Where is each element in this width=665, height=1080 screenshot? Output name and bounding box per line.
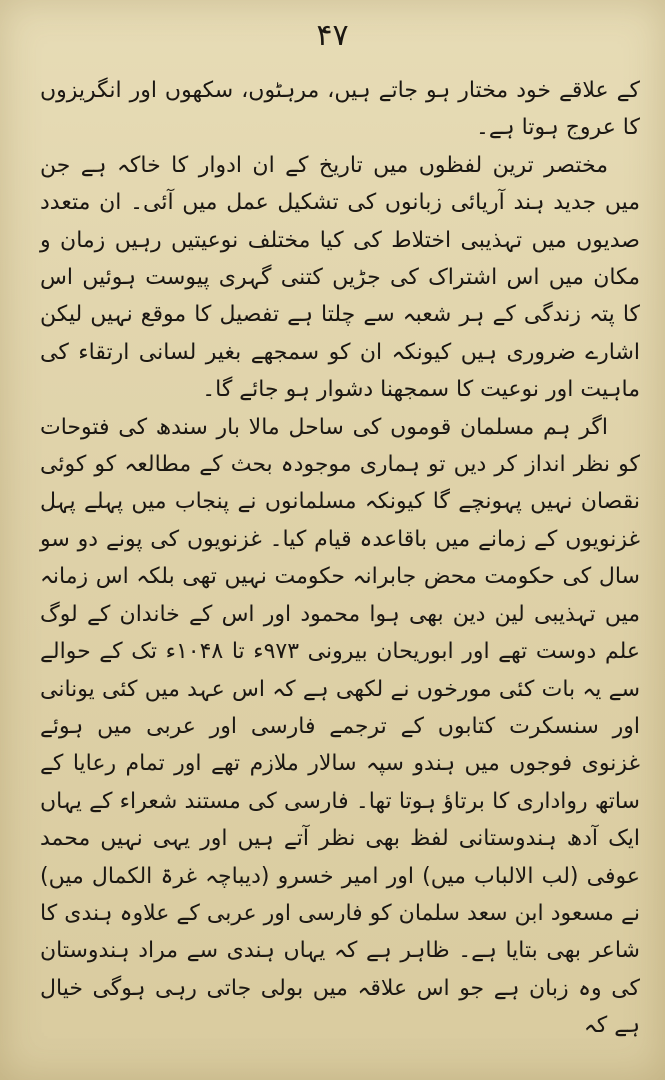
- body-text: [40, 72, 640, 1045]
- paragraph-1: کے علاقے خود مختار ہو جاتے ہیں، مرہٹوں، سکھوں اور انگریزوں کا عروج ہوتا ہے۔: [40, 78, 640, 141]
- page-number: ۴۷: [316, 18, 349, 53]
- paragraph-2: مختصر ترین لفظوں میں تاریخ کے ان ادوار کا خاکہ ہے جن میں جدید ہند آریائی زبانوں کی تشکیل عمل میں آئی۔ ان متعدد صدیوں میں تہذیبی اختلاط کی کیا مختلف نوعیتیں رہیں زمان و مکان میں اس اشتراک کی جڑیں کتنی گہری پیوست ہوئیں اس کا پتہ زندگی کے ہر شعبہ سے چلتا ہے تفصیل کا موقع نہیں لیکن اشارے ضروری ہیں کیونکہ ان کو سمجھے بغیر لسانی ارتقاء کی ماہیت اور نوعیت کا سمجھنا دشوار ہو جائے گا۔: [40, 152, 640, 403]
- paragraph-3: اگر ہم مسلمان قوموں کی ساحل مالا بار سندھ کی فتوحات کو نظر انداز کر دیں تو ہماری موجودہ بحث کے مطالعہ کو کوئی نقصان نہیں پہونچے گا کیونکہ مسلمانوں نے پنجاب میں پہلے پہل غزنویوں کے زمانے میں باقاعدہ قیام کیا۔ غزنویوں کی پونے دو سو سال کی حکومت محض جابرانہ حکومت نہیں تھی بلکہ اس زمانہ میں تہذیبی لین دین بھی ہوا محمود اور اس کے خاندان کے لوگ علم دوست تھے اور ابوریحان بیرونی ۹۷۳ء تا ۱۰۴۸ء تک کے حوالے سے یہ بات کئی مورخوں نے لکھی ہے کہ اس عہد میں کئی یونانی اور سنسکرت کتابوں کے ترجمے فارسی اور عربی میں ہوئے غزنوی فوجوں میں ہندو سپہ سالار ملازم تھے اور تمام رعایا کے ساتھ رواداری کا برتاؤ ہوتا تھا۔ فارسی کی مستند شعراء کے یہاں ایک آدھ ہندوستانی لفظ بھی نظر آتے ہیں اور یہی نہیں محمد عوفی (لب الالباب میں) اور امیر خسرو (دیباچہ غرۃ الکمال میں) نے مسعود ابن سعد سلمان کو فارسی اور عربی کے علاوہ ہندی کا شاعر بھی بتایا ہے۔ ظاہر ہے کہ یہاں ہندی سے مراد ہندوستان کی وہ زبان ہے جو اس علاقہ میں بولی جاتی رہی ہوگی خیال ہے کہ: [40, 414, 640, 1039]
